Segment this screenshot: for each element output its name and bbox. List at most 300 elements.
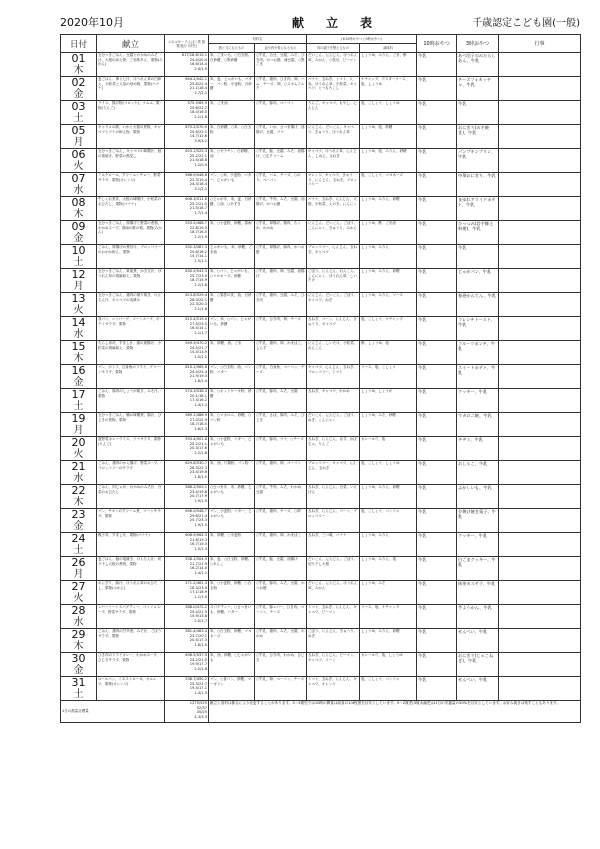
day-nutrients: 606.3/511.6 25.2/21.5 21.5/18.7 1.7/1.4 [165, 197, 209, 221]
day-date [61, 509, 97, 533]
day-snack-10: 牛乳 [417, 557, 457, 581]
day-body-foods: ○牛乳、合豆、豆腐、みそ、ひき肉、かつお節、凍豆腐、○黒ごま [255, 53, 307, 77]
day-snack-10: 牛乳 [417, 53, 457, 77]
day-seasoning: カレールウ、塩 [360, 437, 417, 461]
day-event [499, 269, 581, 293]
school-name: 千歳認定こども園(一般) [472, 18, 580, 29]
day-event [499, 77, 581, 101]
col-event: 行事 [499, 35, 581, 53]
day-snack-3: おにぎり(じゃこねぎ)、牛乳 [457, 653, 499, 677]
day-date [61, 653, 97, 677]
weekday: 水 [73, 617, 84, 628]
day-body-foods: ○牛乳、豚肉、ツナ、○チーズ [255, 437, 307, 461]
day-energy-foods: パン、○食パン、砂糖、マーガリン [209, 677, 255, 701]
weekday: 木 [73, 353, 84, 364]
day-number: 29 [71, 628, 86, 641]
day-regulating-foods: ブロッコリー、キャベツ、にんじん、玉ねぎ [307, 461, 360, 485]
day-number: 22 [71, 484, 86, 497]
day-regulating-foods: だいこん、にんじん、ほうれん草、みかん [307, 581, 360, 605]
day-seasoning: しょうゆ、塩、砂糖 [360, 125, 417, 149]
day-regulating-foods: トマト、玉ねぎ、にんじん、キャベツ、ピーマン [307, 605, 360, 629]
day-seasoning: しょうゆ、みそ [360, 581, 417, 605]
day-row [61, 269, 581, 293]
day-menu: ライス、揚げ物(コロッケ)、ナムル、果物(りんご) [97, 101, 165, 125]
day-row [61, 653, 581, 677]
col-menu: 献立 [97, 35, 165, 53]
day-seasoning: しょうゆ、みりん、ごま、酢 [360, 53, 417, 77]
day-snack-10: 牛乳 [417, 341, 457, 365]
day-regulating-foods: ごぼう、にんじん、れんこん、こんにゃく、ほうれん草、しいたけ [307, 269, 360, 293]
weekday: 金 [73, 89, 84, 100]
day-energy-foods: 米、ごま油 [209, 101, 255, 125]
day-number: 12 [71, 268, 86, 281]
day-menu: ごはん、肉じゃが、わかめのみそ汁、白菜のおひたし [97, 485, 165, 509]
day-snack-10: 牛乳 [417, 389, 457, 413]
day-event [499, 533, 581, 557]
day-snack-3: まゆれアライドポテト、牛乳 [457, 197, 499, 221]
day-energy-foods: 米、ごまいも、○白玉粉、白砂糖、○黒砂糖 [209, 53, 255, 77]
day-seasoning: 塩、こしょう、ケチャップ [360, 317, 417, 341]
day-nutrients: 615.4/519.0 27.5/23.5 16.5/14.1 2.1/1.7 [165, 317, 209, 341]
day-energy-foods: 米、麦、○白玉粉、砂糖、○あんこ [209, 557, 255, 581]
day-body-foods: ○牛乳、豚肉、ベーコン [255, 101, 307, 125]
day-row [61, 245, 581, 269]
weekday: 火 [73, 449, 84, 460]
col-regulating-foods: 体の調子を整えるもの [307, 44, 360, 53]
day-nutrients: 558.1/504.9 21.7/21.9 16.2/14.0 1.4/1.2 [165, 557, 209, 581]
day-energy-foods: 米、砂糖、○小麦粉 [209, 533, 255, 557]
day-nutrients: 606.9/564.5 21.8/19.3 16.7/15.0 1.5/1.3 [165, 533, 209, 557]
day-seasoning: しょうゆ、みりん、砂糖 [360, 485, 417, 509]
day-menu: 麦ごはん、鮭の塩焼き、けんちん汁、切り干し大根の煮物、果物 [97, 557, 165, 581]
day-nutrients: 575.5/65.9 25.6/22.2 18.0/16.0 2.1/1.8 [165, 101, 209, 125]
day-body-foods: ○牛乳、厚揚げ、豚肉、かつお節 [255, 245, 307, 269]
day-regulating-foods: だいこん、にんじん、ごぼう、ねぎ、こんにゃく [307, 413, 360, 437]
day-snack-3: スイートポテト、牛乳 [457, 365, 499, 389]
day-menu: ごはん、鶏肉のから揚げ、野菜スープ、ブロッコリーのサラダ [97, 461, 165, 485]
page-title: 献立表 [292, 16, 395, 30]
day-body-foods: ○牛乳、豚肉、みそ、豆腐、かつお節 [255, 581, 307, 605]
day-snack-3: 春巻かんてん、牛乳 [457, 293, 499, 317]
day-seasoning: ソース、塩、こしょう [360, 365, 417, 389]
day-date [61, 77, 97, 101]
day-snack-10: 牛乳 [417, 317, 457, 341]
day-menu: 牛しぐれ煮丼、大根の味噌汁、小松菜のおひたし、果物(バナナ) [97, 197, 165, 221]
day-date [61, 53, 97, 77]
day-number: 08 [71, 196, 86, 209]
day-seasoning: しょうゆ、しょうが [360, 389, 417, 413]
day-snack-3: 牛乳 [457, 245, 499, 269]
day-date [61, 173, 97, 197]
month-label: 2020年10月 [60, 16, 124, 29]
day-event [499, 653, 581, 677]
day-snack-3: 抹茶カステラ、牛乳 [457, 581, 499, 605]
day-snack-10: 牛乳 [417, 485, 457, 509]
day-snack-10: 牛乳 [417, 125, 457, 149]
day-nutrients: 588.0/472.2 25.4/21.5 15.9/13.8 2.0/1.7 [165, 605, 209, 629]
day-nutrients: 589.1/486.9 27.0/22.9 18.7/16.5 1.6/1.3 [165, 413, 209, 437]
day-number: 23 [71, 508, 86, 521]
day-event [499, 341, 581, 365]
day-body-foods: ○牛乳、鶏肉、卵、かまぼこ、しらす [255, 341, 307, 365]
day-event [499, 365, 581, 389]
day-row [61, 485, 581, 509]
day-date [61, 317, 97, 341]
day-energy-foods: 米、砂糖、油、ごま [209, 341, 255, 365]
day-snack-10: 牛乳 [417, 509, 457, 533]
day-energy-foods: ○じゃが芋、米、麦、白砂糖、○油、○あずき [209, 197, 255, 221]
col-energy-foods: 熱と力になるもの [209, 44, 255, 53]
day-number: 19 [71, 412, 86, 425]
day-number: 14 [71, 316, 86, 329]
day-row [61, 629, 581, 653]
day-number: 05 [71, 124, 86, 137]
weekday: 火 [73, 593, 84, 604]
day-snack-10: 牛乳 [417, 629, 457, 653]
day-event [499, 53, 581, 77]
day-regulating-foods: にんじん、だいこん、ごぼう、こんにゃく、きゅうり、みかん [307, 221, 360, 245]
day-seasoning: しょうゆ、みりん、塩 [360, 557, 417, 581]
day-row [61, 101, 581, 125]
day-snack-3: 夕焼け焼き菓子、牛乳 [457, 509, 499, 533]
day-event [499, 605, 581, 629]
weekday: 土 [73, 689, 84, 700]
day-energy-foods: 米、○マカロニ、砂糖、○パン粉 [209, 413, 255, 437]
day-event [499, 437, 581, 461]
weekday: 木 [73, 209, 84, 220]
day-snack-10: 牛乳 [417, 173, 457, 197]
day-seasoning: しょうゆ、みりん [360, 533, 417, 557]
day-body-foods: ○牛乳、鮭、豆腐、みそ、油揚げ、○生クリーム [255, 149, 307, 173]
day-event [499, 173, 581, 197]
day-body-foods: ○牛乳、厚揚げ、鶏肉、ちくわ、わかめ [255, 221, 307, 245]
day-nutrients: 613.8/529.4 26.0/22.1 22.3/20.3 2.1/1.6 [165, 293, 209, 317]
weekday: 土 [73, 545, 84, 556]
day-snack-10: 牛乳 [417, 293, 457, 317]
day-menu: パン、ポトフ、白身魚のフライ、グリーンサラダ、果物 [97, 365, 165, 389]
day-number: 28 [71, 604, 86, 617]
day-energy-foods: 米、○小麦粉、砂糖、春雨 [209, 221, 255, 245]
day-date [61, 293, 97, 317]
footer-note: 献立と食材は都合により変更することがあります。3〜5歳児では10時の間食は給食の1/4程度を目安としています。0〜2歳児(3歳未満児)は1日の栄養量の50%を目安としています。お好み焼きは残すこともあります。 [209, 701, 581, 723]
day-body-foods: ○牛乳、豚肉、みそ、豆腐 [255, 389, 307, 413]
day-event [499, 509, 581, 533]
day-menu: パン、チキンのクリーム煮、コーンサラダ、果物 [97, 509, 165, 533]
day-date [61, 581, 97, 605]
day-energy-foods: 米、麦、じゃがいも、バター、パン粉、小麦粉、白砂糖 [209, 77, 255, 101]
day-seasoning: しょうゆ、みりん [360, 245, 417, 269]
day-nutrients: 636.5/537.9 24.2/21.0 19.9/17.7 2.2/1.8 [165, 653, 209, 677]
day-regulating-foods: ブロッコリー、にんじん、玉ねぎ、キャベツ [307, 245, 360, 269]
day-seasoning: しょうゆ、みそ、砂糖 [360, 413, 417, 437]
day-energy-foods: 米、○春巻の皮、油、白砂糖 [209, 293, 255, 317]
day-snack-10: 牛乳 [417, 221, 457, 245]
day-event [499, 221, 581, 245]
day-nutrients: 581.4/483.4 23.7/20.1 20.4/17.3 1.8/1.5 [165, 629, 209, 653]
header [60, 14, 580, 34]
day-nutrients: 623.1/525.3 25.2/22.1 21.4/18.8 1.2/0.9 [165, 149, 209, 173]
day-snack-10: 牛乳 [417, 365, 457, 389]
day-nutrients: 586.2/503.1 23.4/19.6 20.7/17.9 1.9/1.5 [165, 485, 209, 509]
weekday: 土 [73, 401, 84, 412]
col-ingredients: 材料名 [209, 35, 307, 44]
day-energy-foods: 米、油、砂糖、○じゃがいも [209, 653, 255, 677]
day-event [499, 485, 581, 509]
day-date [61, 245, 97, 269]
day-date [61, 149, 97, 173]
day-nutrients: 566.9/446.6 22.3/19.4 24.3/18.4 3.1/2.2 [165, 173, 209, 197]
day-number: 31 [71, 676, 86, 689]
day-seasoning: しょうゆ、酢、ごま油 [360, 221, 417, 245]
day-row [61, 557, 581, 581]
day-number: 03 [71, 100, 86, 113]
day-seasoning: 塩、こしょう、コンソメ [360, 509, 417, 533]
day-row [61, 605, 581, 629]
day-event [499, 197, 581, 221]
weekday: 金 [73, 377, 84, 388]
day-date [61, 341, 97, 365]
day-body-foods: ○牛乳、牛肉、みそ、豆腐、油揚げ、かつお節 [255, 197, 307, 221]
day-seasoning: 酢、しょうゆ、塩 [360, 341, 417, 365]
day-number: 24 [71, 532, 86, 545]
day-menu: ごはん、豚肉のしょうが焼き、みそ汁、果物 [97, 389, 165, 413]
weekday: 土 [73, 113, 84, 124]
day-energy-foods: 米、○ホットケーキ粉、砂糖 [209, 389, 255, 413]
day-event [499, 389, 581, 413]
footer-nutrients: 1275/925 52/37 35/25 4.3/3.3 [165, 701, 209, 723]
day-snack-10: 牛乳 [417, 533, 457, 557]
weekday: 木 [73, 65, 84, 76]
day-nutrients: 644.2/542.1 25.8/22.4 21.1/18.4 2.7/2.2 [165, 77, 209, 101]
day-event [499, 101, 581, 125]
day-regulating-foods: にんじん、だいこん、キャベツ、きゅうり、ほうれん草 [307, 125, 360, 149]
day-body-foods: ○牛乳、ひき肉、卵、チーズ [255, 317, 307, 341]
day-nutrients: 656.0/546.7 29.6/21.4 25.7/23.3 1.9/1.5 [165, 509, 209, 533]
day-snack-3: おにぎり(みそ焼き)、牛乳 [457, 125, 499, 149]
day-energy-foods: 米、○白玉粉、砂糖、マヨネーズ [209, 629, 255, 653]
day-snack-10: 牛乳 [417, 197, 457, 221]
day-date [61, 413, 97, 437]
day-date [61, 125, 97, 149]
day-regulating-foods: ごぼう、にんじん、きゅうり、ねぎ [307, 629, 360, 653]
day-menu: ミルクロール、クリームシチュー、野菜サラダ、果物(オレンジ) [97, 173, 165, 197]
day-row [61, 293, 581, 317]
day-snack-3: 芋ようかん、牛乳 [457, 605, 499, 629]
day-number: 07 [71, 172, 86, 185]
day-snack-10: 牛乳 [417, 77, 457, 101]
col-snack-3: 3時おやつ [457, 35, 499, 53]
day-date [61, 461, 97, 485]
day-energy-foods: 米、○ゼラチン、白砂糖、油 [209, 149, 255, 173]
day-energy-foods: パン、米、○パン、じゃがいも、砂糖 [209, 317, 255, 341]
day-snack-10: 牛乳 [417, 269, 457, 293]
day-row [61, 317, 581, 341]
day-number: 17 [71, 388, 86, 401]
day-nutrients: 571.2/481.3 18.3/23.9 17.1/18.9 1.1/1.0 [165, 581, 209, 605]
day-event [499, 581, 581, 605]
day-date [61, 557, 97, 581]
day-nutrients: 617/18.6/15.1 24.4/20.4 16.6/14.4 2.4/1.9 [165, 53, 209, 77]
weekday: 月 [73, 281, 84, 292]
day-seasoning: 塩、こしょう、しょうゆ [360, 101, 417, 125]
day-snack-3: クッキー、牛乳 [457, 389, 499, 413]
day-seasoning: カレールウ、塩、しょうゆ [360, 653, 417, 677]
day-snack-10: 牛乳 [417, 581, 457, 605]
day-regulating-foods: にんじん、しいたけ、小松菜、れんこん [307, 341, 360, 365]
day-nutrients: 593.4/501.6 25.2/21.1 20.3/17.6 2.2/1.8 [165, 437, 209, 461]
day-date [61, 533, 97, 557]
day-nutrients: 630.5/543.3 25.7/23.0 18.7/15.9 2.2/1.8 [165, 269, 209, 293]
day-row [61, 437, 581, 461]
day-menu: 五分つきごはん、豆腐とわかめのみそ汁、大根の添え物、ごま酢あえ、果物(みかん) [97, 53, 165, 77]
day-snack-3: せんべい、牛乳 [457, 629, 499, 653]
day-menu: 五分つきごはん、厚揚げと野菜の煮物、わかめスープ、春雨の酢の物、果物(みかん) [97, 221, 165, 245]
day-snack-3: 中華おにぎり、牛乳 [457, 173, 499, 197]
day-snack-3: クッキー、牛乳 [457, 533, 499, 557]
day-snack-10: 牛乳 [417, 605, 457, 629]
day-menu: おにぎり、豚汁、ほうれん草のおひたし、果物(みかん) [97, 581, 165, 605]
day-date [61, 197, 97, 221]
weekday: 木 [73, 497, 84, 508]
day-regulating-foods: バナナ、玉ねぎ、トマト、人参、ほうれん草、小松菜、キャベツ、とうもろこし [307, 77, 360, 101]
day-nutrients: 629.8/530.7 26.3/22.3 23.4/19.6 1.8/1.5 [165, 461, 209, 485]
day-menu: ちらし寿司、すまし汁、鶏の唐揚げ、小松菜の胡麻和え、果物 [97, 341, 165, 365]
day-body-foods: ○牛乳、鶏肉、卵、ベーコン [255, 461, 307, 485]
day-date [61, 389, 97, 413]
weekday: 金 [73, 665, 84, 676]
day-seasoning: ソース、塩、ケチャップ [360, 605, 417, 629]
day-event [499, 293, 581, 317]
day-regulating-foods: 玉ねぎ、にんじん、コーン、ブロッコリー [307, 509, 360, 533]
col-nutrients: エネルギー たんぱく質 脂質/塩分 (幼児) [165, 35, 209, 53]
day-energy-foods: 米、○パン、じゃがいも、○マヨネーズ、砂糖 [209, 269, 255, 293]
day-event [499, 125, 581, 149]
day-regulating-foods: オレンジ、キャベツ、きゅうり、にんじん、玉ねぎ、ブロッコリー [307, 173, 360, 197]
day-nutrients: 553.5/468.7 22.8/19.5 18.7/16.5 2.2/1.9 [165, 221, 209, 245]
day-body-foods: ○牛乳、ひき肉、わかめ、ひじき [255, 653, 307, 677]
day-row [61, 461, 581, 485]
day-snack-3: せんべい、牛乳 [457, 677, 499, 701]
weekday: 火 [73, 161, 84, 172]
day-event [499, 677, 581, 701]
day-date [61, 269, 97, 293]
day-snack-3: 牛乳 [457, 101, 499, 125]
day-regulating-foods: 玉ねぎ、コーン、にんじん、きゅうり、キャベツ [307, 317, 360, 341]
day-regulating-foods: 玉ねぎ、にんじん、白菜、いんげん [307, 485, 360, 509]
day-row [61, 53, 581, 77]
day-row [61, 533, 581, 557]
weekday: 金 [73, 521, 84, 532]
day-energy-foods: パン、小麦粉、バター、じゃがいも [209, 509, 255, 533]
day-snack-3: じゃがパン、牛乳 [457, 269, 499, 293]
day-event [499, 245, 581, 269]
weekday: 火 [73, 305, 84, 316]
day-regulating-foods: トマト、玉ねぎ、にんじん、キャベツ、オレンジ [307, 677, 360, 701]
day-body-foods: ○牛乳、鶏肉、チーズ、○卵 [255, 509, 307, 533]
day-menu: 親子丼、すまし汁、果物(バナナ) [97, 533, 165, 557]
day-event [499, 149, 581, 173]
day-body-foods: ○牛乳、豚レバー、ひき肉、ベーコン、チーズ [255, 605, 307, 629]
day-energy-foods: パン、○米、小麦粉、バター、じゃがいも [209, 173, 255, 197]
day-event [499, 629, 581, 653]
col-seasoning: 調味料 [360, 44, 417, 53]
day-nutrients: 536.7/490.2 25.3/22.7 19.4/17.1 1.4/1.3 [165, 677, 209, 701]
day-date [61, 485, 97, 509]
footer-label: 1日の熱量目標量 [61, 701, 165, 723]
day-body-foods: ○牛乳、牛肉、みそ、わかめ、豆腐 [255, 485, 307, 509]
day-number: 21 [71, 460, 86, 473]
day-row [61, 677, 581, 701]
day-menu: ごはん、鶏肉の甘辛煮、みそ汁、ごぼうサラダ、果物 [97, 629, 165, 653]
day-seasoning: しょうゆ、みりん、砂糖 [360, 629, 417, 653]
weekday: 水 [73, 329, 84, 340]
day-body-foods: ○牛乳、ハム、チーズ、○のり、ベーコン [255, 173, 307, 197]
day-seasoning: 塩、こしょう、マヨネーズ [360, 173, 417, 197]
day-nutrients: 610.1/565.6 24.4/25.4 21.9/19.3 1.8/1.4 [165, 365, 209, 389]
col-body-foods: 血や肉や骨になるもの [255, 44, 307, 53]
day-body-foods: ○牛乳、卵、ベーコン、チーズ [255, 677, 307, 701]
weekday: 水 [73, 473, 84, 484]
weekday: 金 [73, 233, 84, 244]
day-row [61, 149, 581, 173]
day-date [61, 365, 97, 389]
day-body-foods: ○牛乳、いか、さつま揚げ、油揚げ、豆腐、ツナ [255, 125, 307, 149]
day-energy-foods: 米、白砂糖、○米、○白玉粉 [209, 125, 255, 149]
day-number: 27 [71, 580, 86, 593]
col-date: 日付 [61, 35, 97, 53]
day-regulating-foods: だいこん、にんじん、ほうれん草、みかん、○枝豆、ピーマン [307, 53, 360, 77]
day-menu: 五分つきごはん、キャベツの味噌汁、鮭の塩焼き、野菜の煮浸し [97, 149, 165, 173]
day-snack-3: おしるこ、牛乳 [457, 461, 499, 485]
day-snack-3: フルーツポンチ、牛乳 [457, 341, 499, 365]
day-body-foods: ○牛乳、鶏肉、卵、豆腐、油揚げ [255, 269, 307, 293]
day-number: 06 [71, 148, 86, 161]
day-row [61, 173, 581, 197]
day-body-foods: ○牛乳、白身魚、ベーコン、チーズ [255, 365, 307, 389]
day-body-foods: ○牛乳、鶏肉、豆腐、みそ、ひき肉 [255, 293, 307, 317]
day-number: 01 [71, 52, 86, 65]
day-event [499, 317, 581, 341]
weekday: 月 [73, 425, 84, 436]
day-menu: キャラメル飯、いかと大根の煮物、キャベツとツナの和え物、果物 [97, 125, 165, 149]
day-snack-3: 白ごまクッキー、牛乳 [457, 557, 499, 581]
day-snack-3: ひっつみ(岩手郷土料理)、牛乳 [457, 221, 499, 245]
day-date [61, 629, 97, 653]
day-seasoning: しょうゆ、みりん、砂糖 [360, 197, 417, 221]
day-nutrients: 549.9/470.2 24.5/21.7 15.4/13.9 1.5/1.2 [165, 341, 209, 365]
weekday: 月 [73, 137, 84, 148]
day-event [499, 461, 581, 485]
col-ingredient-note: (※10時おやつ ○3時おやつ) [307, 35, 417, 44]
day-seasoning: 塩、こしょう、コンソメ [360, 677, 417, 701]
day-snack-3: パンプキンプリン、牛乳 [457, 149, 499, 173]
day-snack-10: 牛乳 [417, 245, 457, 269]
day-nutrients: 675.2/570.9 25.6/22.1 14.7/12.6 3.9/3.2 [165, 125, 209, 149]
weekday: 木 [73, 641, 84, 652]
day-regulating-foods: りんご、キャベツ、もやし、にんじん [307, 101, 360, 125]
day-snack-10: 牛乳 [417, 413, 457, 437]
weekday: 土 [73, 257, 84, 268]
day-row [61, 125, 581, 149]
day-snack-3: チーズフォカッチャ、牛乳 [457, 77, 499, 101]
day-snack-3: あべ団子のみたらしあん、牛乳 [457, 53, 499, 77]
day-number: 30 [71, 652, 86, 665]
day-snack-10: 牛乳 [417, 653, 457, 677]
day-energy-foods: じゃがいも、米、砂糖、ごま油 [209, 245, 255, 269]
day-menu: 五分つきごはん、筑前煮、かき玉汁、ほうれん草の胡麻和え、果物 [97, 269, 165, 293]
day-energy-foods: 米、油、片栗粉、パン粉 [209, 461, 255, 485]
day-date [61, 437, 97, 461]
